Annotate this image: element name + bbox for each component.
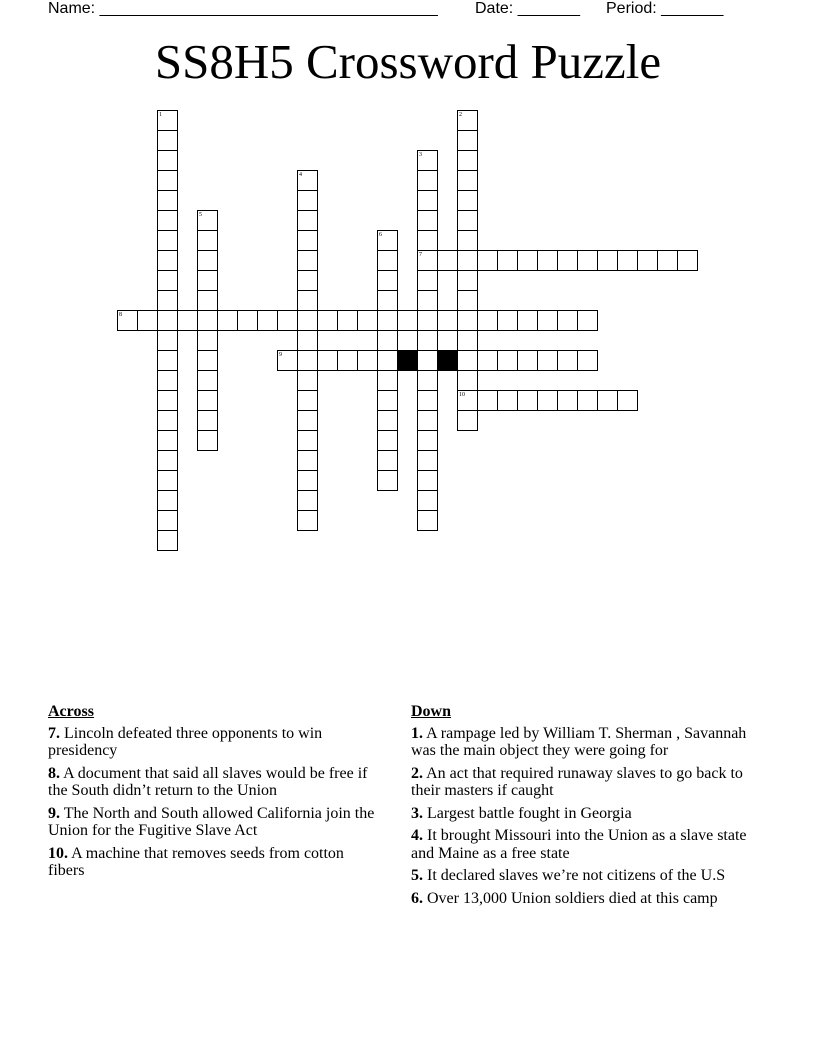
clue-text: Lincoln defeated three opponents to win presidency [48,724,323,759]
clue-number: 1. [411,724,423,742]
grid-cell[interactable] [297,350,318,371]
grid-cell[interactable] [537,350,558,371]
grid-cell[interactable] [377,430,398,451]
grid-cell[interactable] [157,150,178,171]
grid-cell[interactable] [417,490,438,511]
grid-cell[interactable] [157,210,178,231]
grid-cell[interactable] [517,310,538,331]
grid-cell[interactable] [317,310,338,331]
clue-number-9: 9 [279,352,282,358]
grid-cell[interactable] [497,310,518,331]
grid-cell[interactable] [557,250,578,271]
grid-cell[interactable] [377,330,398,351]
grid-cell[interactable] [377,250,398,271]
date-field[interactable]: Date: _______ [475,0,580,17]
grid-cell[interactable] [377,370,398,391]
grid-cell[interactable] [417,170,438,191]
grid-cell[interactable] [377,310,398,331]
grid-cell[interactable] [297,250,318,271]
grid-cell[interactable] [257,310,278,331]
grid-cell[interactable] [417,470,438,491]
grid-cell[interactable] [197,230,218,251]
grid-cell[interactable] [197,310,218,331]
grid-cell[interactable] [457,350,478,371]
grid-cell[interactable] [457,230,478,251]
grid-cell[interactable] [157,350,178,371]
grid-cell[interactable] [237,310,258,331]
grid-cell[interactable] [617,250,638,271]
clue-text: Largest battle fought in Georgia [423,804,632,822]
clue-number-3: 3 [419,152,422,158]
grid-cell[interactable] [437,250,458,271]
grid-cell[interactable] [577,350,598,371]
grid-cell[interactable] [577,390,598,411]
grid-cell[interactable] [357,310,378,331]
across-clues [48,703,383,885]
clue-number-2: 2 [459,112,462,118]
clue-number: 10. [48,844,68,862]
grid-cell[interactable] [457,190,478,211]
grid-cell[interactable] [537,390,558,411]
clue-number-5: 5 [199,212,202,218]
grid-cell[interactable] [297,490,318,511]
grid-cell[interactable] [157,530,178,551]
grid-cell[interactable] [417,410,438,431]
grid-cell[interactable] [217,310,238,331]
grid-cell[interactable] [397,310,418,331]
grid-cell[interactable] [297,270,318,291]
grid-cell[interactable] [297,230,318,251]
grid-cell[interactable] [297,210,318,231]
grid-cell[interactable] [417,430,438,451]
grid-cell[interactable] [657,250,678,271]
grid-cell[interactable] [457,250,478,271]
grid-cell[interactable] [297,470,318,491]
grid-cell[interactable] [157,290,178,311]
clue-number-6: 6 [379,232,382,238]
name-field[interactable]: Name: ______________________________________ [48,0,438,17]
clue-number: 5. [411,867,423,884]
clue-number-8: 8 [119,312,122,318]
grid-cell[interactable] [577,310,598,331]
clue-number: 9. [48,804,60,822]
grid-cell[interactable] [457,310,478,331]
grid-cell[interactable] [517,390,538,411]
clue-number-1: 1 [159,112,162,118]
grid-cell[interactable] [497,390,518,411]
grid-cell[interactable] [457,150,478,171]
grid-cell[interactable] [177,310,198,331]
down-clue [411,725,756,760]
grid-cell[interactable] [457,410,478,431]
grid-cell[interactable] [137,310,158,331]
grid-cell[interactable] [577,250,598,271]
across-clue [48,765,383,800]
grid-cell[interactable] [197,250,218,271]
grid-cell[interactable] [297,410,318,431]
clue-number-7: 7 [419,252,422,258]
grid-cell[interactable] [417,230,438,251]
grid-cell[interactable] [417,290,438,311]
grid-cell[interactable] [457,130,478,151]
grid-cell[interactable] [157,270,178,291]
grid-cell[interactable] [277,310,298,331]
grid-cell[interactable] [297,390,318,411]
black-cell [397,350,418,371]
grid-cell[interactable] [297,190,318,211]
grid-cell[interactable] [677,250,698,271]
grid-cell[interactable] [457,330,478,351]
clue-text: Over 13,000 Union soldiers died at this camp [423,889,718,907]
grid-cell[interactable] [377,270,398,291]
clue-text: A rampage led by William T. Sherman , Savannah was the main object they were going for [411,724,747,759]
clue-number: 7. [48,724,60,742]
grid-cell[interactable] [417,190,438,211]
clue-number-10: 10 [459,392,465,398]
grid-cell[interactable] [557,310,578,331]
grid-cell[interactable] [297,310,318,331]
grid-cell[interactable] [437,310,458,331]
clue-text: An act that required runaway slaves to go back to their masters if caught [411,764,743,799]
grid-cell[interactable] [297,510,318,531]
grid-cell[interactable] [457,170,478,191]
grid-cell[interactable] [377,410,398,431]
grid-cell[interactable] [337,350,358,371]
clue-number-4: 4 [299,172,302,178]
grid-cell[interactable] [157,430,178,451]
grid-cell[interactable] [197,270,218,291]
grid-cell[interactable] [197,410,218,431]
clue-number: 4. [411,827,423,844]
grid-cell[interactable] [597,390,618,411]
down-clue [411,765,756,800]
grid-cell[interactable] [157,390,178,411]
grid-cell[interactable] [157,450,178,471]
grid-cell[interactable] [457,290,478,311]
clue-text: It declared slaves we’re not citizens of the U.S [423,867,726,884]
grid-cell[interactable] [297,330,318,351]
grid-cell[interactable] [477,250,498,271]
grid-cell[interactable] [497,350,518,371]
grid-cell[interactable] [377,290,398,311]
grid-cell[interactable] [197,430,218,451]
page-title: SS8H5 Crossword Puzzle [154,34,662,89]
grid-cell[interactable] [517,250,538,271]
grid-cell[interactable] [417,510,438,531]
grid-cell[interactable] [417,270,438,291]
grid-cell[interactable] [337,310,358,331]
clue-text: A document that said all slaves would be free if the South didn’t return to the Union [48,764,368,799]
across-heading: Across [48,703,94,720]
grid-cell[interactable] [417,370,438,391]
grid-cell[interactable] [297,450,318,471]
grid-cell[interactable] [157,510,178,531]
grid-cell[interactable] [417,210,438,231]
grid-cell[interactable] [377,470,398,491]
grid-cell[interactable] [557,350,578,371]
grid-cell[interactable] [637,250,658,271]
down-clue [411,827,756,862]
grid-cell[interactable] [157,410,178,431]
grid-cell[interactable] [517,350,538,371]
grid-cell[interactable] [477,390,498,411]
grid-cell[interactable] [157,490,178,511]
clue-text: It brought Missouri into the Union as a slave state and Maine as a free state [411,827,747,862]
across-clue [48,805,383,840]
grid-cell[interactable] [457,370,478,391]
grid-cell[interactable] [157,310,178,331]
grid-cell[interactable] [157,470,178,491]
grid-cell[interactable] [417,450,438,471]
clue-number: 8. [48,764,60,782]
grid-cell[interactable] [197,350,218,371]
down-heading: Down [411,703,452,720]
down-clue [411,867,756,885]
grid-cell[interactable] [417,350,438,371]
grid-cell[interactable] [297,370,318,391]
across-clue [48,845,383,880]
grid-cell[interactable] [377,390,398,411]
grid-cell[interactable] [157,250,178,271]
grid-cell[interactable] [417,390,438,411]
grid-cell[interactable] [197,370,218,391]
black-cell [437,350,458,371]
grid-cell[interactable] [317,350,338,371]
grid-cell[interactable] [457,210,478,231]
grid-cell[interactable] [617,390,638,411]
grid-cell[interactable] [377,450,398,471]
grid-cell[interactable] [497,250,518,271]
grid-cell[interactable] [157,230,178,251]
clue-text: A machine that removes seeds from cotton fibers [48,844,344,879]
grid-cell[interactable] [537,250,558,271]
grid-cell[interactable] [297,430,318,451]
grid-cell[interactable] [557,390,578,411]
grid-cell[interactable] [157,170,178,191]
grid-cell[interactable] [197,290,218,311]
grid-cell[interactable] [157,130,178,151]
grid-cell[interactable] [297,290,318,311]
grid-cell[interactable] [417,330,438,351]
grid-cell[interactable] [197,390,218,411]
grid-cell[interactable] [197,330,218,351]
down-clue [411,890,756,908]
grid-cell[interactable] [537,310,558,331]
grid-cell[interactable] [457,270,478,291]
down-clues [411,703,756,912]
clue-number: 2. [411,764,423,782]
clue-text: The North and South allowed California join the Union for the Fugitive Slave Act [48,804,375,839]
grid-cell[interactable] [417,310,438,331]
period-field[interactable]: Period: _______ [606,0,724,17]
grid-cell[interactable] [157,330,178,351]
grid-cell[interactable] [477,310,498,331]
grid-cell[interactable] [357,350,378,371]
clue-number: 3. [411,804,423,822]
grid-cell[interactable] [377,350,398,371]
clue-number: 6. [411,889,423,907]
grid-cell[interactable] [157,190,178,211]
grid-cell[interactable] [597,250,618,271]
down-clue [411,805,756,823]
grid-cell[interactable] [477,350,498,371]
grid-cell[interactable] [157,370,178,391]
across-clue [48,725,383,760]
